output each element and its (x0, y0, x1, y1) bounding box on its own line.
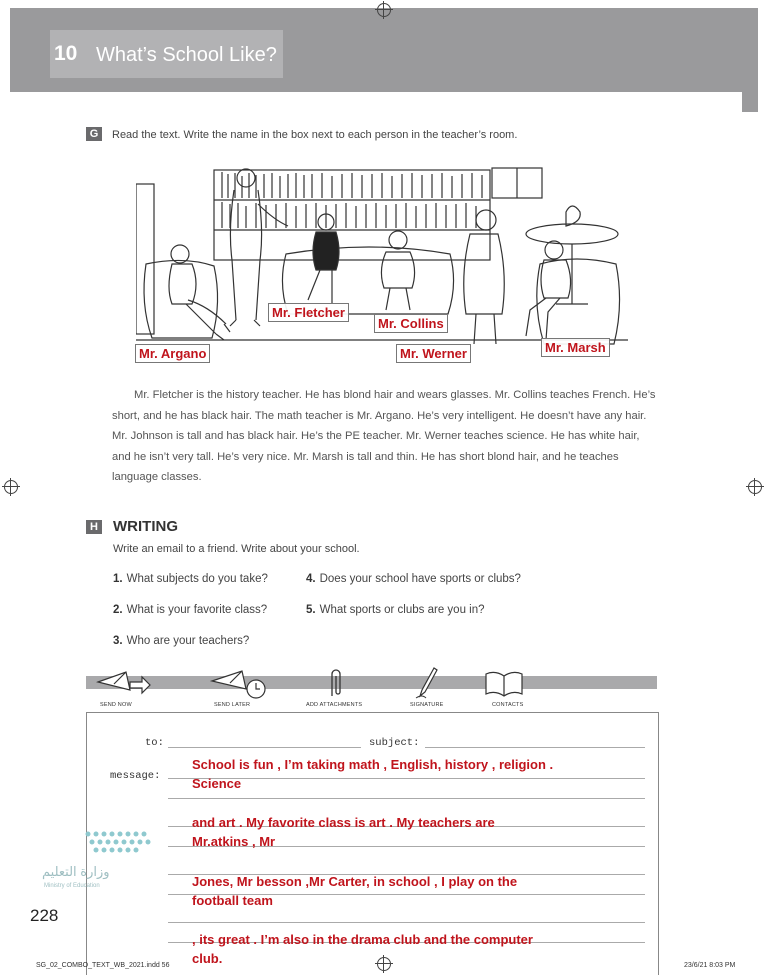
registration-mark-icon (748, 480, 762, 494)
answer-line-2[interactable]: Science (192, 776, 242, 791)
question-2: 2. What is your favorite class? (113, 604, 268, 616)
toolbar-send-later-label: SEND LATER (214, 702, 251, 708)
to-field[interactable] (168, 747, 361, 748)
signature-pen-icon[interactable] (414, 666, 440, 700)
section-g-badge: G (86, 127, 102, 141)
header-tab (742, 92, 758, 112)
page-number: 228 (30, 906, 59, 925)
send-later-icon[interactable] (210, 667, 268, 699)
question-3: 3. Who are your teachers? (113, 635, 250, 647)
label-mr-collins[interactable]: Mr. Collins (374, 314, 448, 333)
unit-title: What’s School Like? (96, 44, 277, 66)
answer-line-1[interactable]: School is fun , I’m taking math , English, history , religion . (192, 757, 554, 772)
footer-file: SG_02_COMBO_TEXT_WB_2021.indd 56 (36, 962, 170, 969)
send-now-icon[interactable] (96, 668, 152, 698)
writing-instruction: Write an email to a friend. Write about your school. (113, 543, 360, 555)
message-line (168, 798, 645, 799)
label-mr-argano[interactable]: Mr. Argano (135, 344, 210, 363)
answer-line-6[interactable]: football team (192, 893, 273, 908)
footer-date: 23/6/21 8:03 PM (684, 962, 736, 969)
watermark-arabic: وزارة التعليم (42, 864, 110, 879)
section-h-badge: H (86, 520, 102, 534)
unit-number: 10 (54, 42, 78, 65)
paperclip-icon[interactable] (326, 666, 346, 700)
toolbar-send-now-label: SEND NOW (100, 702, 132, 708)
registration-mark-icon (377, 3, 391, 17)
message-label: message: (110, 770, 161, 782)
toolbar-contacts-label: CONTACTS (492, 702, 524, 708)
answer-line-5[interactable]: Jones, Mr besson ,Mr Carter, in school , I play on the (192, 874, 518, 889)
toolbar-signature-label: SIGNATURE (410, 702, 444, 708)
subject-label: subject: (369, 737, 420, 749)
writing-title: WRITING (113, 518, 178, 535)
answer-line-3[interactable]: and art . My favorite class is art . My teachers are (192, 815, 495, 830)
answer-line-8[interactable]: club. (192, 951, 223, 966)
label-mr-werner[interactable]: Mr. Werner (396, 344, 471, 363)
ministry-logo-icon (82, 826, 162, 860)
message-line (168, 922, 645, 923)
contacts-book-icon[interactable] (484, 668, 524, 698)
toolbar-add-attachments-label: ADD ATTACHMENTS (306, 702, 363, 708)
reading-paragraph: Mr. Fletcher is the history teacher. He has blond hair and wears glasses. Mr. Collins teaches French. He’s short, and he has black hair. The math teacher is Mr. Argano. He’s very intelligent. He doesn’t have any hair. Mr. Johnson is tall and has black hair. He’s the PE teacher. Mr. Werner teaches science. He has white hair, and he isn’t very tall. He’s very nice. Mr. Marsh is tall and thin. He has short blond hair, and he teaches language classes. (112, 389, 656, 483)
question-5: 5. What sports or clubs are you in? (306, 604, 485, 616)
subject-field[interactable] (425, 747, 645, 748)
registration-mark-icon (4, 480, 18, 494)
watermark-latin: Ministry of Education (44, 883, 100, 889)
email-toolbar-bar (86, 676, 657, 689)
question-4: 4. Does your school have sports or clubs? (306, 573, 521, 585)
answer-line-7[interactable]: , its great . I’m also in the drama club and the computer (192, 932, 533, 947)
question-1: 1. What subjects do you take? (113, 573, 268, 585)
label-mr-marsh[interactable]: Mr. Marsh (541, 338, 610, 357)
label-mr-fletcher[interactable]: Mr. Fletcher (268, 303, 349, 322)
to-label: to: (145, 737, 164, 749)
answer-line-4[interactable]: Mr.atkins , Mr (192, 834, 276, 849)
section-g-instruction: Read the text. Write the name in the box next to each person in the teacher’s room. (112, 129, 518, 141)
